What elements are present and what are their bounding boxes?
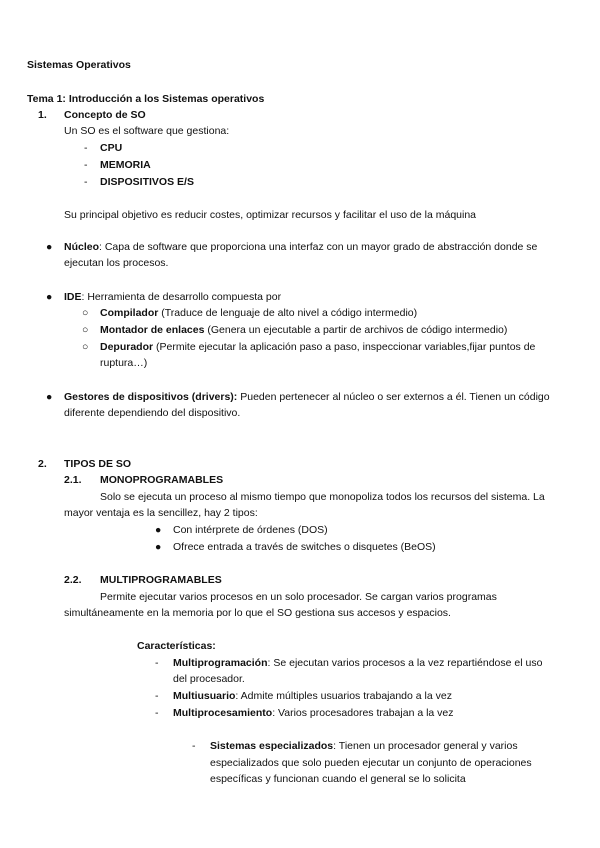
- sub-2-2-title: MULTIPROGRAMABLES: [100, 574, 222, 586]
- multiusuario-term: Multiusuario: [173, 690, 236, 702]
- circle-bullet: ○: [82, 341, 89, 353]
- montador-text: (Genera un ejecutable a partir de archivos de código intermedio): [204, 324, 508, 336]
- especializados-line-3: específicas y funcionan cuando el general se lo solicita: [210, 773, 466, 785]
- multiprogramacion-line: [173, 656, 542, 670]
- sub-2-2-number: 2.2.: [64, 574, 82, 586]
- dash-marker: -: [84, 142, 88, 154]
- mono-bullet-dos: Con intérprete de órdenes (DOS): [173, 524, 328, 536]
- multi-para-2: simultáneamente en la memoria por lo que el SO gestiona sus accesos y espacios.: [64, 607, 451, 619]
- bullet-dot: ●: [46, 291, 53, 303]
- ide-sub-compilador: [100, 306, 417, 320]
- nucleo-text: : Capa de software que proporciona una interfaz con un mayor grado de abstracción donde se: [99, 241, 538, 253]
- bullet-dot: ●: [46, 391, 53, 403]
- depurador-term: Depurador: [100, 341, 154, 353]
- especializados-term: Sistemas especializados: [210, 740, 334, 752]
- bullet-dot: ●: [155, 524, 162, 536]
- ide-term: IDE: [64, 291, 82, 303]
- nucleo-line-2: ejecutan los procesos.: [64, 257, 169, 269]
- multiprogramacion-text: : Se ejecutan varios procesos a la vez repartiéndose el uso: [267, 657, 543, 669]
- bullet-dot: ●: [155, 541, 162, 553]
- dash-item-cpu: CPU: [100, 142, 123, 154]
- gestores-text: Pueden pertenecer al núcleo o ser externos a él. Tienen un código: [237, 391, 550, 403]
- section-2-number: 2.: [38, 458, 47, 470]
- gestores-line-1: [64, 390, 550, 404]
- multiprocesamiento-line: [173, 706, 454, 720]
- ide-sub-montador: [100, 323, 507, 337]
- especializados-line-2: especializados que solo pueden ejecutar un conjunto de operaciones: [210, 757, 532, 769]
- dash-item-memoria: MEMORIA: [100, 159, 151, 171]
- dash-item-dispositivos: DISPOSITIVOS E/S: [100, 176, 194, 188]
- multiprocesamiento-term: Multiprocesamiento: [173, 707, 273, 719]
- mono-para-1: Solo se ejecuta un proceso al mismo tiempo que monopoliza todos los recursos del sistema. La: [100, 491, 545, 503]
- depurador-text: (Permite ejecutar la aplicación paso a paso, inspeccionar variables,fijar puntos de: [153, 341, 536, 353]
- dash-marker: -: [84, 159, 88, 171]
- multiprocesamiento-text: : Varios procesadores trabajan a la vez: [272, 707, 454, 719]
- dash-marker: -: [192, 740, 196, 752]
- section-2-title: TIPOS DE SO: [64, 458, 132, 470]
- compilador-term: Compilador: [100, 307, 159, 319]
- section-1-title: Concepto de SO: [64, 109, 146, 121]
- multi-para-1: Permite ejecutar varios procesos en un solo procesador. Se cargan varios programas: [100, 591, 497, 603]
- ide-line: [64, 290, 281, 304]
- caracteristicas-heading: [137, 639, 216, 653]
- objective-text: Su principal objetivo es reducir costes, optimizar recursos y facilitar el uso de la máquina: [64, 209, 477, 221]
- depurador-cont: ruptura…): [100, 357, 148, 369]
- dash-marker: -: [155, 690, 159, 702]
- ide-sub-depurador: [100, 340, 535, 354]
- especializados-text: : Tienen un procesador general y varios: [333, 740, 518, 752]
- gestores-line-2: diferente dependiendo del dispositivo.: [64, 407, 241, 419]
- dash-marker: -: [155, 707, 159, 719]
- sub-2-1-title: MONOPROGRAMABLES: [100, 474, 224, 486]
- nucleo-term: Núcleo: [64, 241, 100, 253]
- nucleo-line-1: [64, 240, 537, 254]
- bullet-dot: ●: [46, 241, 53, 253]
- especializados-line-1: [210, 739, 518, 753]
- dash-marker: -: [84, 176, 88, 188]
- circle-bullet: ○: [82, 324, 89, 336]
- gestores-term: Gestores de dispositivos (drivers):: [64, 391, 238, 403]
- mono-bullet-beos: Ofrece entrada a través de switches o disquetes (BeOS): [173, 541, 436, 553]
- caracteristicas-label: Características:: [137, 640, 216, 652]
- compilador-text: (Traduce de lenguaje de alto nivel a código intermedio): [158, 307, 418, 319]
- circle-bullet: ○: [82, 307, 89, 319]
- ide-text: : Herramienta de desarrollo compuesta por: [81, 291, 282, 303]
- multiprogramacion-cont: del procesador.: [173, 673, 245, 685]
- montador-term: Montador de enlaces: [100, 324, 205, 336]
- multiusuario-line: [173, 689, 452, 703]
- tema-heading: Tema 1: Introducción a los Sistemas operativos: [27, 93, 265, 105]
- section-1-number: 1.: [38, 109, 47, 121]
- section-1-intro: Un SO es el software que gestiona:: [64, 125, 230, 137]
- dash-marker: -: [155, 657, 159, 669]
- multiusuario-text: : Admite múltiples usuarios trabajando a la vez: [235, 690, 452, 702]
- multiprogramacion-term: Multiprogramación: [173, 657, 268, 669]
- sub-2-1-number: 2.1.: [64, 474, 82, 486]
- document-title: Sistemas Operativos: [27, 59, 131, 71]
- mono-para-2: mayor ventaja es la sencillez, hay 2 tipos:: [64, 507, 258, 519]
